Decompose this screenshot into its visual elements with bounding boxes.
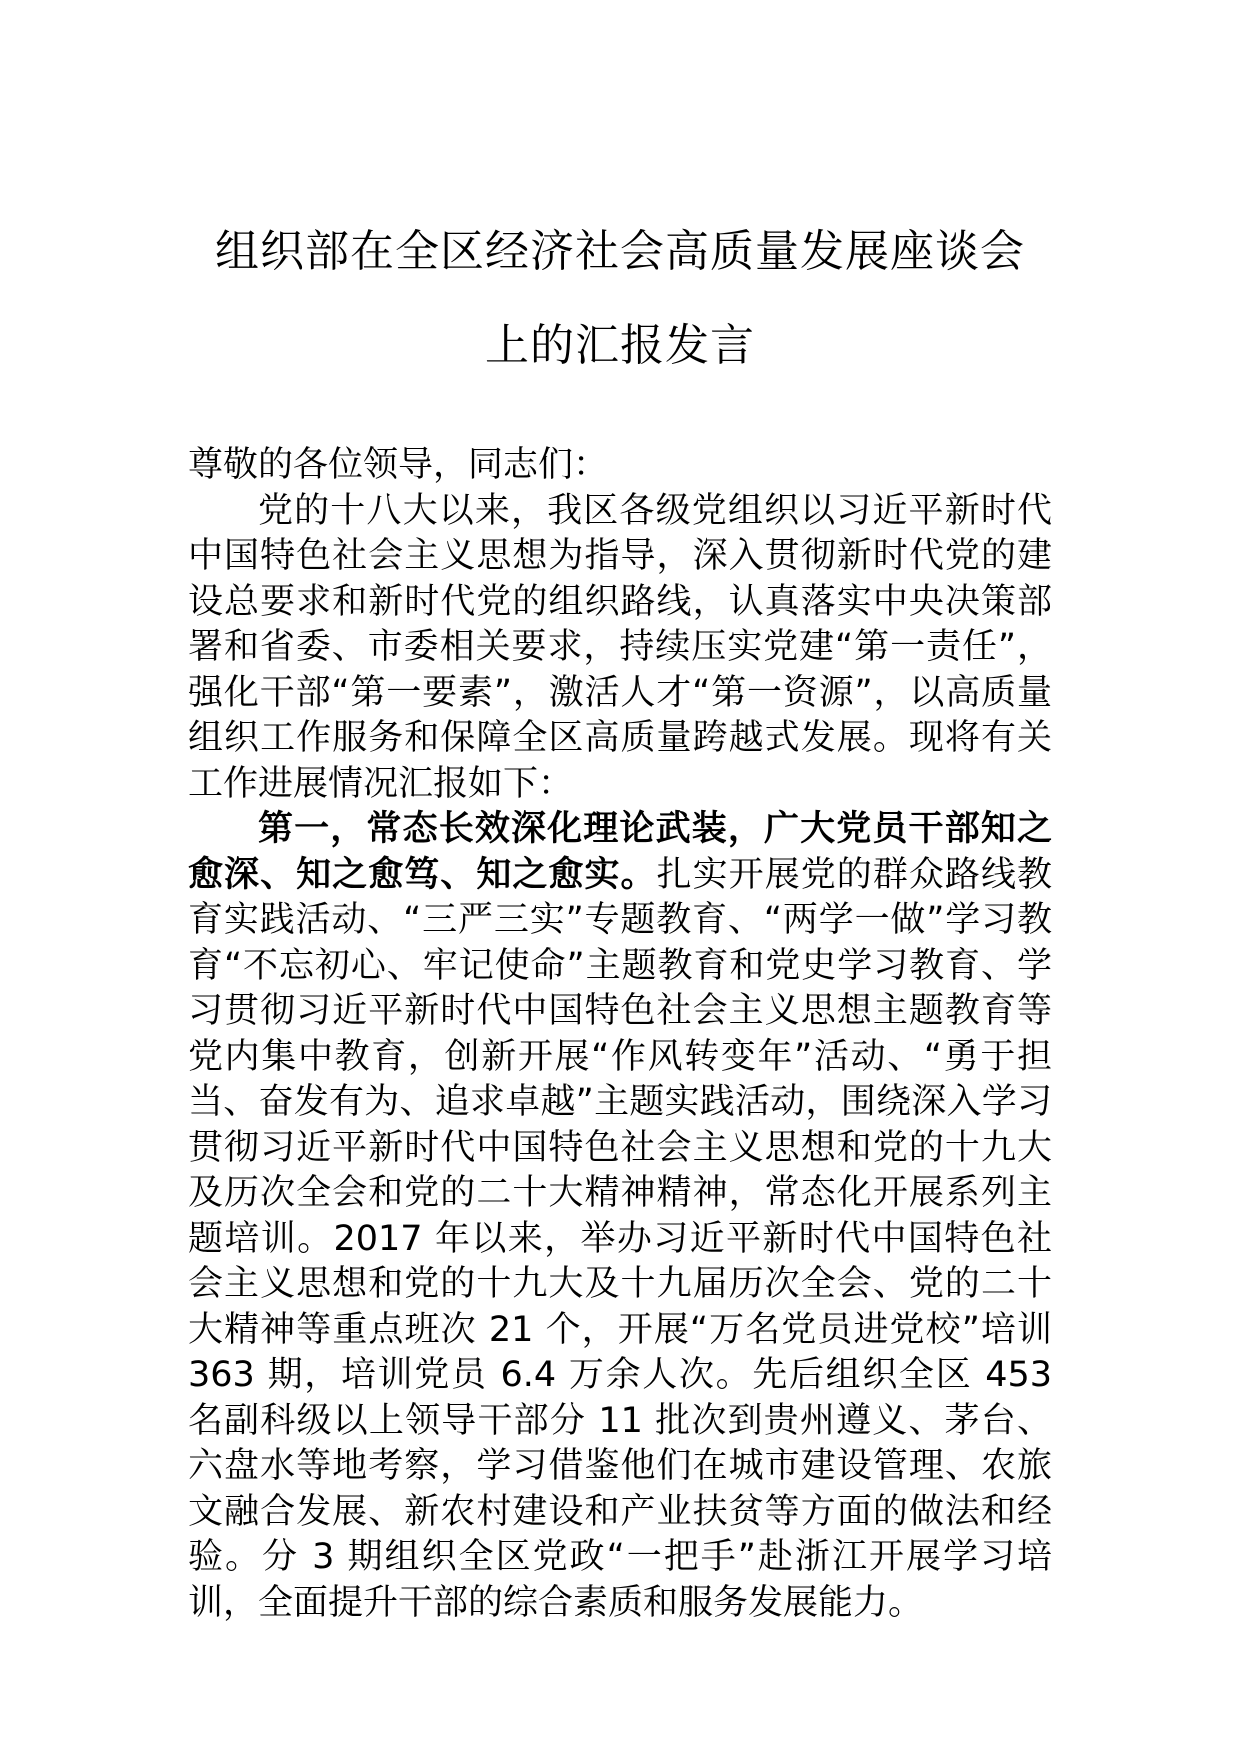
- section-1-paragraph: [188, 807, 1052, 1626]
- title-line-1: 组织部在全区经济社会高质量发展座谈会: [215, 226, 1025, 277]
- document-page: [188, 205, 1052, 1626]
- intro-paragraph: 党的十八大以来，我区各级党组织以习近平新时代中国特色社会主义思想为指导，深入贯彻新时代党的建设总要求和新时代党的组织路线，认真落实中央决策部署和省委、市委相关要求，持续压实党建“第一责任”，强化干部“第一要素”，激活人才“第一资源”，以高质量组织工作服务和保障全区高质量跨越式发展。现将有关工作进展情况汇报如下：: [188, 490, 1052, 804]
- salutation: 尊敬的各位领导，同志们：: [188, 445, 609, 485]
- title-line-2: 上的汇报发言: [485, 320, 755, 371]
- document-body: [188, 443, 1052, 1626]
- section-1-text: 扎实开展党的群众路线教育实践活动、“三严三实”专题教育、“两学一做”学习教育“不忘初心、牢记使命”主题教育和党史学习教育、学习贯彻习近平新时代中国特色社会主义思想主题教育等党内集中教育，创新开展“作风转变年”活动、“勇于担当、奋发有为、追求卓越”主题实践活动，围绕深入学习贯彻习近平新时代中国特色社会主义思想和党的十九大及历次全会和党的二十大精神精神，常态化开展系列主题培训。2017 年以来，举办习近平新时代中国特色社会主义思想和党的十九大及十九届历次全会、党的二十大精神等重点班次 21 个，开展“万名党员进党校”培训 363 期，培训党员 6.4 万余人次。先后组织全区 453 名副科级以上领导干部分 11 批次到贵州遵义、茅台、六盘水等地考察，学习借鉴他们在城市建设管理、农旅文融合发展、新农村建设和产业扶贫等方面的做法和经验。分 3 期组织全区党政“一把手”赴浙江开展学习培训，全面提升干部的综合素质和服务发展能力。: [188, 854, 1053, 1623]
- section-1-heading: 第一，常态长效深化理论武装，广大党员干部知之愈深、知之愈笃、知之愈实。: [188, 809, 1052, 895]
- document-title: [188, 205, 1052, 393]
